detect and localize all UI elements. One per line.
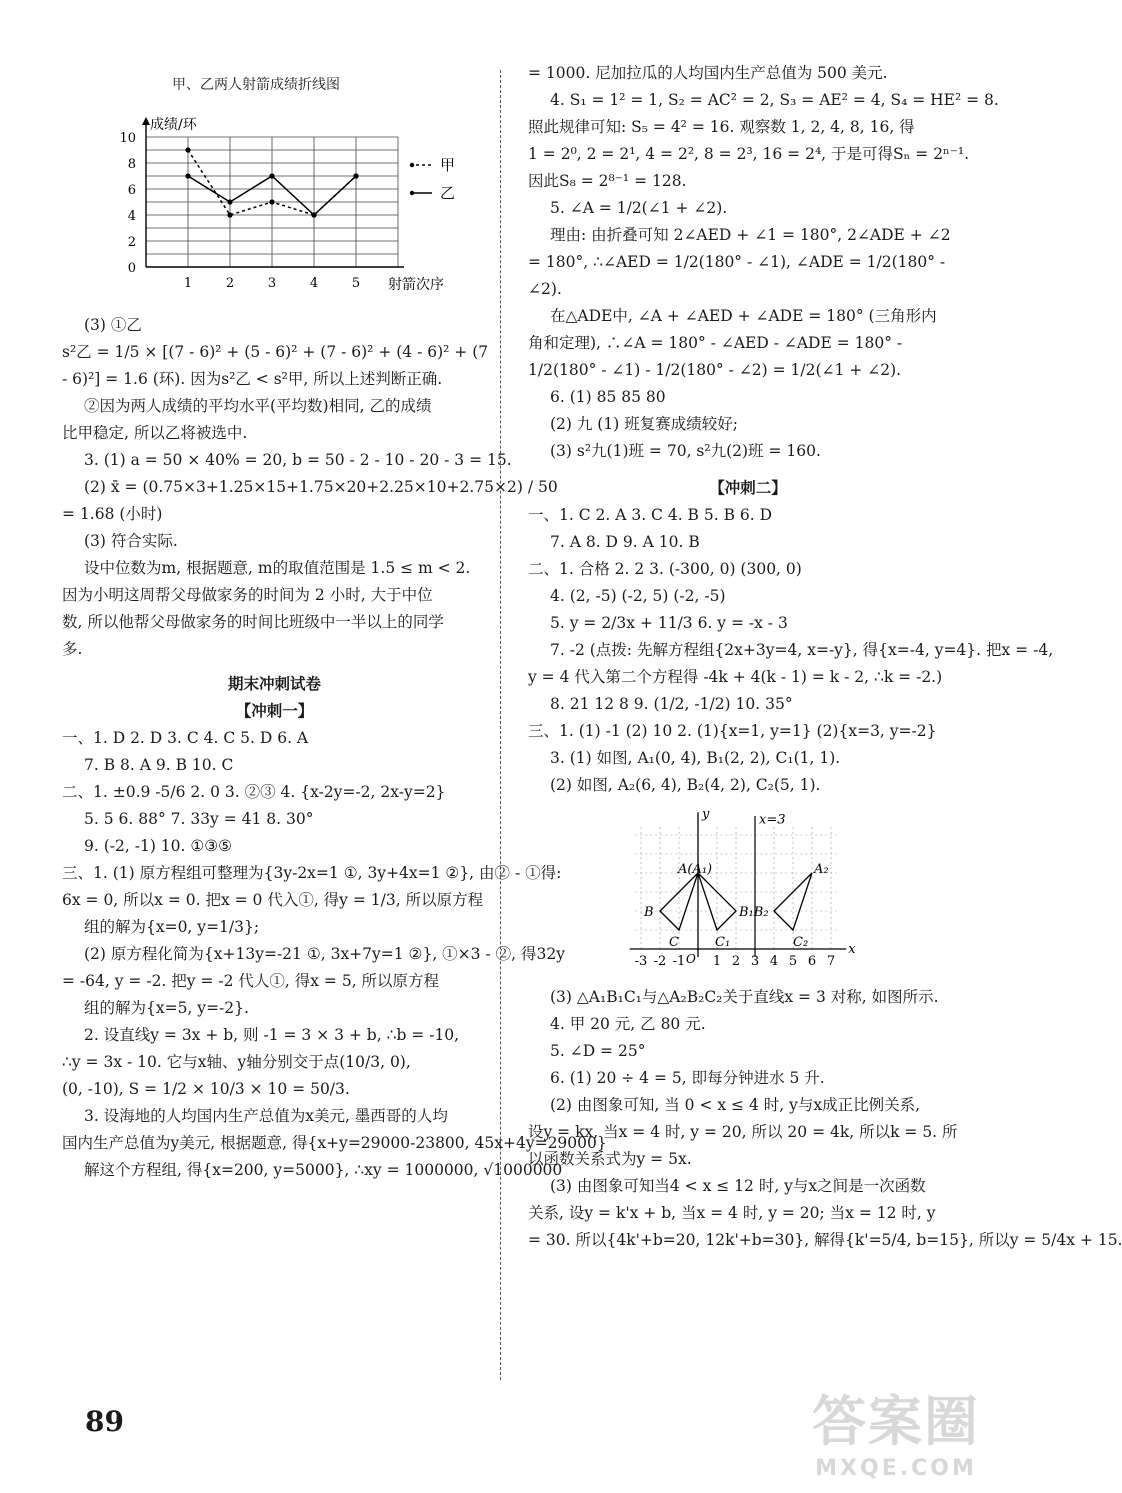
text-line: 在△ADE中, ∠A + ∠AED + ∠ADE = 180° (三角形内 [550, 307, 937, 325]
text-line: ∴y = 3x - 10. 它与x轴、y轴分别交于点(10/3, 0), [62, 1053, 411, 1071]
text-line: 6. (1) 85 85 80 [550, 388, 666, 406]
label-c1: C₁ [715, 935, 731, 950]
text-line: (0, -10), S = 1/2 × 10/3 × 10 = 50/3. [62, 1080, 350, 1098]
text-line: = 180°, ∴∠AED = 1/2(180° - ∠1), ∠ADE = 1/2(180° - [528, 253, 946, 271]
legend-dot [410, 163, 414, 167]
text-line: = -64, y = -2. 把y = -2 代人①, 得x = 5, 所以原方程 [62, 972, 440, 990]
section-title: 期末冲刺试卷 [227, 675, 321, 693]
y-tick-label: 6 [127, 183, 136, 198]
x-tick-label: 5 [351, 276, 361, 291]
text-line: 多. [62, 640, 83, 658]
legend-dot [410, 191, 414, 195]
triangle-abc [660, 873, 698, 930]
text-line: 3. 设海地的人均国内生产总值为x美元, 墨西哥的人均 [84, 1107, 448, 1125]
text-line: 6x = 0, 所以x = 0. 把x = 0 代入①, 得y = 1/3, 所以原方程 [62, 891, 484, 909]
text-line: 1/2(180° - ∠1) - 1/2(180° - ∠2) = 1/2(∠1 + ∠2). [528, 361, 902, 379]
x-axis-label: 射箭次序 [388, 277, 444, 293]
x-tick-label: 3 [750, 954, 760, 969]
text-line: 1 = 2⁰, 2 = 2¹, 4 = 2², 8 = 2³, 16 = 2⁴, 于是可得Sₙ = 2ⁿ⁻¹. [528, 145, 970, 163]
x-tick-label: 3 [267, 276, 277, 291]
label-y: y [702, 806, 710, 822]
watermark [812, 1379, 980, 1481]
left-text-block [62, 312, 558, 663]
text-line: 因为小明这周帮父母做家务的时间为 2 小时, 大于中位 [62, 586, 433, 604]
data-point [185, 173, 190, 178]
text-line: 4. S₁ = 1² = 1, S₂ = AC² = 2, S₃ = AE² = 4, S₄ = HE² = 8. [550, 91, 999, 109]
text-line: 组的解为{x=5, y=-2}. [84, 999, 249, 1017]
x-tick-label: -2 [653, 954, 667, 969]
x-tick-label: 4 [769, 954, 779, 969]
coordinate-figure [528, 799, 968, 984]
right-text-block [528, 60, 999, 465]
text-line: (2) x̄ = (0.75×3+1.25×15+1.75×20+2.25×10+2.75×2) / 50 [84, 478, 558, 496]
text-line: 5. ∠A = 1/2(∠1 + ∠2). [550, 199, 728, 217]
x-tick-label: 2 [731, 954, 741, 969]
text-line: 一、1. C 2. A 3. C 4. B 5. B 6. D [528, 506, 773, 524]
text-line: 4. 甲 20 元, 乙 80 元. [550, 1015, 706, 1033]
text-line: ②因为两人成绩的平均水平(平均数)相同, 乙的成绩 [84, 397, 432, 415]
text-line: (3) s²九(1)班 = 70, s²九(2)班 = 160. [550, 442, 821, 460]
watermark-url: MXQE.COM [815, 1456, 977, 1481]
right-answers-block [528, 502, 1054, 799]
text-line: 角和定理), ∴∠A = 180° - ∠AED - ∠ADE = 180° - [528, 334, 903, 352]
chart-svg [62, 62, 487, 312]
text-line: - 6)²] = 1.6 (环). 因为s²乙 < s²甲, 所以上述判断正确. [62, 370, 443, 388]
legend-label: 甲 [440, 156, 456, 174]
text-line: 7. -2 (点拨: 先解方程组{2x+3y=4, x=-y}, 得{x=-4, y=4}. 把x = -4, [550, 641, 1054, 659]
triangle-a1b1c1 [698, 873, 736, 930]
label-x: x [848, 942, 856, 957]
text-line: 因此S₈ = 2⁸⁻¹ = 128. [528, 172, 687, 190]
data-point [227, 212, 232, 217]
data-point [185, 147, 190, 152]
x-tick-label: 2 [225, 276, 235, 291]
x-tick-label: 4 [309, 276, 319, 291]
label-a2: A₂ [814, 862, 829, 877]
x-tick-label: -1 [672, 954, 686, 969]
x-tick-label: 5 [788, 954, 798, 969]
legend-label: 乙 [440, 184, 456, 202]
x-tick-label: -3 [634, 954, 648, 969]
text-line: 7. A 8. D 9. A 10. B [550, 533, 700, 551]
label-origin: O [686, 952, 696, 966]
y-tick-label: 10 [119, 131, 136, 146]
data-point [269, 199, 274, 204]
text-line: (2) 九 (1) 班复赛成绩较好; [550, 415, 738, 433]
label-b: B [644, 905, 654, 920]
text-line: 以函数关系式为y = 5x. [528, 1150, 692, 1168]
page-number: 89 [85, 1405, 124, 1438]
text-line: y = 4 代入第二个方程得 -4k + 4(k - 1) = k - 2, ∴k = -2.) [528, 668, 943, 686]
x-tick-label: 7 [826, 954, 836, 969]
y-tick-label: 8 [127, 157, 136, 172]
y-tick-label: 0 [127, 261, 136, 276]
text-line: = 1000. 尼加拉瓜的人均国内生产总值为 500 美元. [528, 64, 888, 82]
right-text-block-3 [528, 984, 1122, 1254]
x-tick-label: 6 [807, 954, 817, 969]
text-line: 三、1. (1) -1 (2) 10 2. (1){x=1, y=1} (2){x=3, y=-2} [528, 722, 937, 740]
data-point [311, 212, 316, 217]
y-tick-label: 4 [127, 209, 136, 224]
text-line: (2) 原方程化简为{x+13y=-21 ①, 3x+7y=1 ②}, ①×3 - ②, 得32y [84, 945, 565, 963]
text-line: 数, 所以他帮父母做家务的时间比班级中一半以上的同学 [62, 613, 444, 631]
text-line: 一、1. D 2. D 3. C 4. C 5. D 6. A [62, 729, 309, 747]
text-line: 9. (-2, -1) 10. ①③⑤ [84, 837, 233, 855]
coordinate-figure-svg [528, 799, 968, 984]
y-tick-label: 2 [127, 235, 136, 250]
text-line: 6. (1) 20 ÷ 4 = 5, 即每分钟进水 5 升. [550, 1069, 825, 1087]
text-line: ∠2). [528, 280, 562, 298]
text-line: 5. 5 6. 88° 7. 33y = 41 8. 30° [84, 810, 314, 828]
score-line-chart [62, 62, 487, 312]
text-line: 3. (1) a = 50 × 40% = 20, b = 50 - 2 - 10 - 20 - 3 = 15. [84, 451, 512, 469]
right-column [528, 60, 1122, 1254]
data-point [269, 173, 274, 178]
x-tick-label: 1 [183, 276, 193, 291]
text-line: = 30. 所以{4k'+b=20, 12k'+b=30}, 解得{k'=5/4, b=15}, 所以y = 5/4x + 15. [528, 1231, 1122, 1249]
text-line: 4. (2, -5) (-2, 5) (-2, -5) [550, 587, 726, 605]
text-line: 8. 21 12 8 9. (1/2, -1/2) 10. 35° [550, 695, 793, 713]
triangle-a2b2c2 [774, 873, 812, 930]
text-line: 组的解为{x=0, y=1/3}; [84, 918, 260, 936]
text-line: 二、1. 合格 2. 2 3. (-300, 0) (300, 0) [528, 560, 802, 578]
text-line: = 1.68 (小时) [62, 505, 163, 523]
label-x-eq-3: x=3 [759, 812, 786, 828]
text-line: 关系, 设y = k'x + b, 当x = 4 时, y = 20; 当x = 12 时, y [528, 1204, 936, 1222]
text-line: 二、1. ±0.9 -5/6 2. 0 3. ②③ 4. {x-2y=-2, 2x-y=2} [62, 783, 446, 801]
text-line: 7. B 8. A 9. B 10. C [84, 756, 234, 774]
text-line: 比甲稳定, 所以乙将被选中. [62, 424, 248, 442]
watermark-text: 答案圈 [812, 1390, 980, 1453]
text-line: (3) 由图象可知当4 < x ≤ 12 时, y与x之间是一次函数 [550, 1177, 926, 1195]
sub-title-1: 【冲刺一】 [235, 702, 314, 720]
text-line: s²乙 = 1/5 × [(7 - 6)² + (5 - 6)² + (7 - 6)² + (4 - 6)² + (7 [62, 343, 489, 361]
y-axis-label: 成绩/环 [150, 117, 197, 133]
data-point [353, 173, 358, 178]
text-line: 国内生产总值为y美元, 根据题意, 得{x+y=29000-23800, 45x+4y=29000} [62, 1134, 607, 1152]
text-line: (2) 由图象可知, 当 0 < x ≤ 4 时, y与x成正比例关系, [550, 1096, 921, 1114]
text-line: 解这个方程组, 得{x=200, y=5000}, ∴xy = 1000000, √1000000 [84, 1161, 563, 1179]
text-line: 5. y = 2/3x + 11/3 6. y = -x - 3 [550, 614, 788, 632]
text-line: 设中位数为m, 根据题意, m的取值范围是 1.5 ≤ m < 2. [84, 559, 471, 577]
text-line: (2) 如图, A₂(6, 4), B₂(4, 2), C₂(5, 1). [550, 776, 821, 794]
text-line: 三、1. (1) 原方程组可整理为{3y-2x=1 ①, 3y+4x=1 ②}, 由② - ①得: [62, 864, 562, 882]
sub-title-2: 【冲刺二】 [709, 479, 787, 497]
text-line: (3) 符合实际. [84, 532, 178, 550]
text-line: (3) ①乙 [84, 316, 142, 334]
text-line: 2. 设直线y = 3x + b, 则 -1 = 3 × 3 + b, ∴b = -10, [84, 1026, 460, 1044]
text-line: 照此规律可知: S₅ = 4² = 16. 观察数 1, 2, 4, 8, 16, 得 [528, 118, 915, 136]
text-line: (3) △A₁B₁C₁与△A₂B₂C₂关于直线x = 3 对称, 如图所示. [550, 988, 939, 1006]
label-c2: C₂ [793, 935, 809, 950]
text-line: 3. (1) 如图, A₁(0, 4), B₁(2, 2), C₁(1, 1). [550, 749, 841, 767]
x-tick-label: 1 [712, 954, 722, 969]
text-line: 设y = kx, 当x = 4 时, y = 20, 所以 20 = 4k, 所以k = 5. 所 [528, 1123, 958, 1141]
label-b1b2: B₁B₂ [739, 905, 769, 920]
label-c: C [669, 935, 679, 950]
chart-title: 甲、乙两人射箭成绩折线图 [172, 77, 340, 93]
text-line: 理由: 由折叠可知 2∠AED + ∠1 = 180°, 2∠ADE + ∠2 [550, 226, 951, 244]
text-line: 5. ∠D = 25° [550, 1042, 646, 1060]
data-point [227, 199, 232, 204]
y-axis-arrow [142, 117, 150, 125]
label-a: A(A₁) [678, 862, 713, 877]
